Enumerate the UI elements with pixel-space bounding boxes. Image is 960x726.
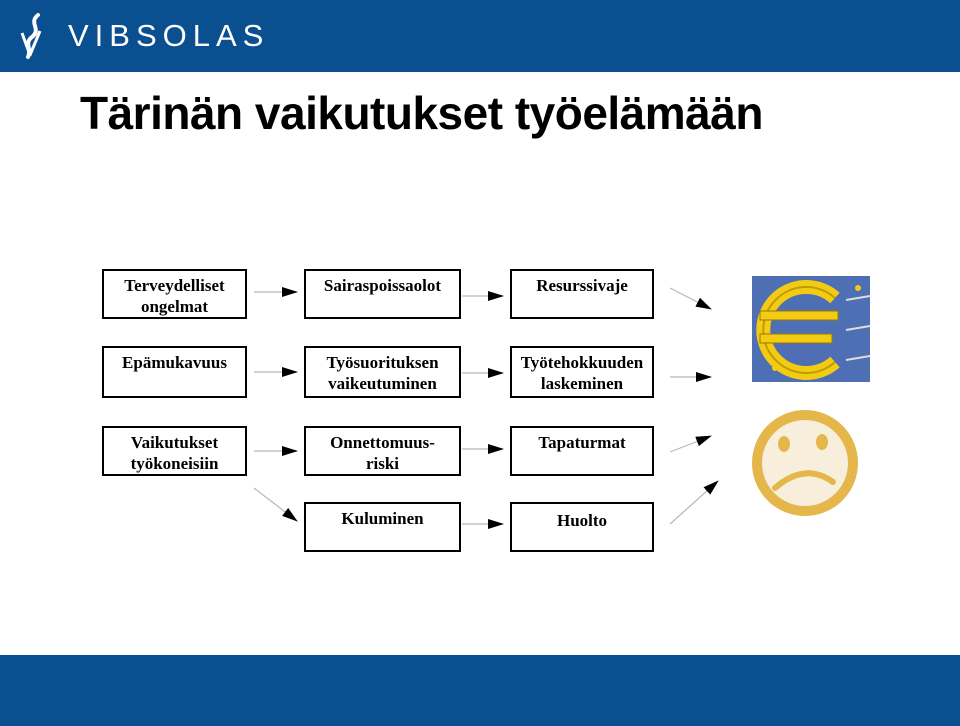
- box-resurssivaje: Resurssivaje: [510, 269, 654, 319]
- slide-title: Tärinän vaikutukset työelämään: [80, 87, 763, 139]
- box-huolto: Huolto: [510, 502, 654, 552]
- euro-icon: [752, 276, 870, 382]
- box-epamukavuus: Epämukavuus: [102, 346, 247, 398]
- footer-bar: [0, 655, 960, 726]
- arrow: [670, 288, 711, 309]
- sad-face-icon: [757, 415, 853, 511]
- box-sairaspoissaolot: Sairaspoissaolot: [304, 269, 461, 319]
- brand-name: VIBSOLAS: [68, 18, 270, 53]
- box-terveydelliset: Terveydelliset ongelmat: [102, 269, 247, 319]
- box-tyotehokkuus: Työtehokkuuden laskeminen: [510, 346, 654, 398]
- box-tyosuoritus: Työsuorituksen vaikeutuminen: [304, 346, 461, 398]
- arrow: [670, 436, 711, 452]
- arrow: [670, 481, 718, 524]
- box-kuluminen: Kuluminen: [304, 502, 461, 552]
- box-vaikutukset: Vaikutukset työkoneisiin: [102, 426, 247, 476]
- box-onnettomuusriski: Onnettomuus- riski: [304, 426, 461, 476]
- arrow: [254, 488, 297, 521]
- box-tapaturmat: Tapaturmat: [510, 426, 654, 476]
